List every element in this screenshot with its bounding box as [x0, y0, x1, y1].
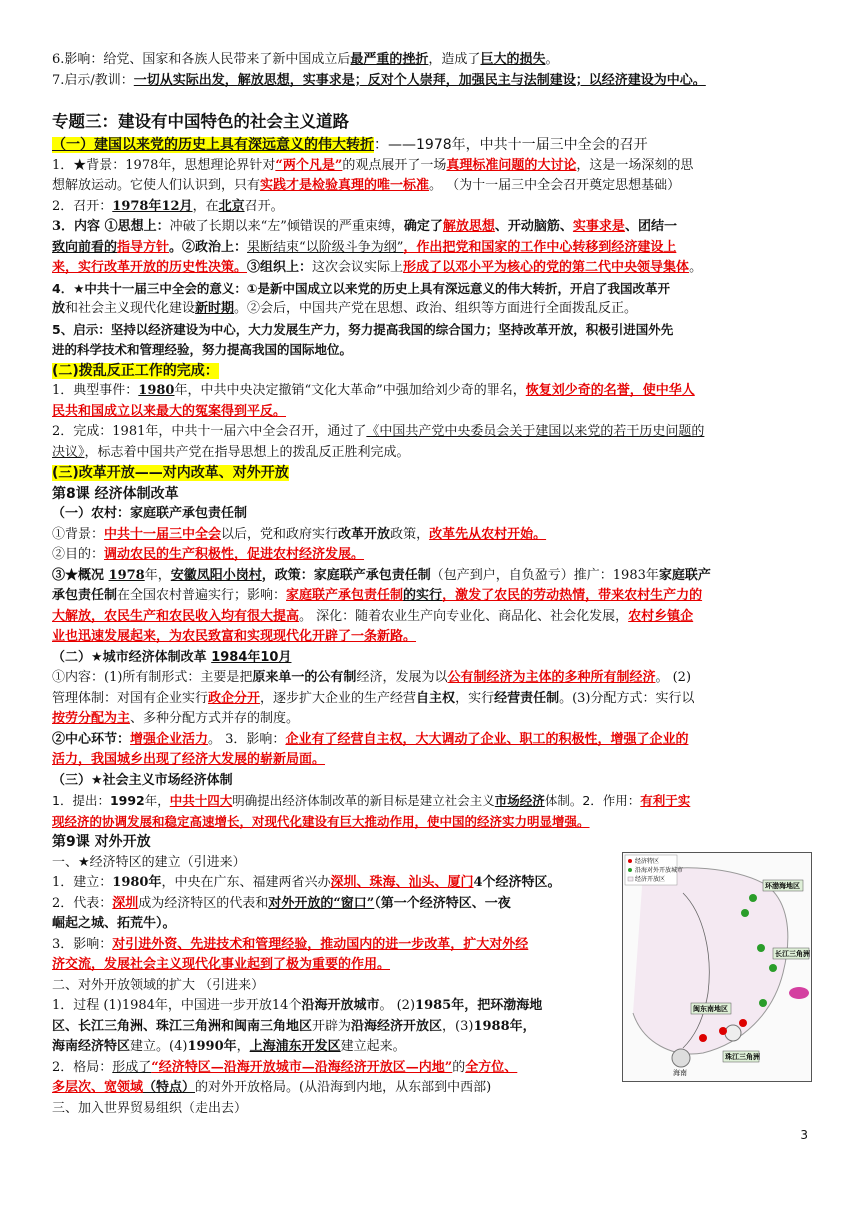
text-line: 3．内容 ①思想上：冲破了长期以来“左”倾错误的严重束缚，确定了解放思想、开动脑筋、实事求是、团结一 — [52, 219, 677, 234]
region-label: 长江三角洲 — [775, 950, 810, 958]
text-line: 7.启示/教训：一切从实际出发，解放思想，实事求是；反对个人崇拜，加强民主与法制建设；以经济建设为中心。 — [52, 72, 706, 88]
text-line: ③★概况 1978年，安徽凤阳小岗村，政策：家庭联产承包责任制（包产到户，自负盈亏）推广：1983年家庭联产 — [52, 567, 711, 583]
text-line: 崛起之城、拓荒牛）。 — [52, 916, 176, 931]
text-line: 活力，我国城乡出现了经济大发展的崭新局面。 — [52, 752, 326, 767]
legend-label: 经济开放区 — [635, 876, 666, 883]
region-label: 珠江三角洲 — [725, 1053, 760, 1061]
subheading: （二）★城市经济体制改革 1984年10月 — [52, 649, 292, 665]
section-title: 专题三：建设有中国特色的社会主义道路 — [52, 112, 349, 131]
subsection-heading: (三)改革开放——对内改革、对外开放 — [52, 465, 289, 481]
text-line: 进的科学技术和管理经验，努力提高我国的国际地位。 — [52, 342, 353, 357]
text-line: 2．完成：1981年，中共十一届六中全会召开，通过了《中国共产党中央委员会关于建国以来党的若干历史问题的 — [52, 424, 705, 439]
region-label: 环渤海地区 — [765, 882, 800, 890]
text-line: 1．典型事件：1980年，中共中央决定撤销“文化大革命”中强加给刘少奇的罪名，恢复刘少奇的名誉，使中华人 — [52, 383, 695, 398]
text-line: 1．建立：1980年，中央在广东、福建两省兴办深圳、珠海、汕头、厦门4个经济特区。 — [52, 875, 561, 890]
text-line: ②目的：调动农民的生产积极性，促进农村经济发展。 — [52, 547, 365, 562]
text-line: 5、启示：坚持以经济建设为中心，大力发展生产力，努力提高我国的综合国力；坚持改革开放，积极引进国外先 — [52, 321, 674, 337]
text-line: 2．召开：1978年12月，在北京召开。 — [52, 198, 284, 214]
text-line: 业也迅速发展起来，为农民致富和实现现代化开辟了一条新路。 — [52, 629, 417, 644]
text-line: 1．过程 (1)1984年，中国进一步开放14个沿海开放城市。 (2)1985年，把环渤海地 — [52, 998, 543, 1013]
subsection-heading: （一）建国以来党的历史上具有深远意义的伟大转折：——1978年，中共十一届三中全会的召开 — [52, 137, 648, 153]
text-line: 来，实行改革开放的历史性决策。③组织上：这次会议实际上形成了以邓小平为核心的党的第二代中央领导集体。 — [52, 260, 703, 275]
text-line: 6.影响：给党、国家和各族人民带来了新中国成立后最严重的挫折，造成了巨大的损失。 — [52, 52, 559, 67]
text-line: 2．代表：深圳成为经济特区的代表和对外开放的“窗口”（第一个经济特区、一夜 — [52, 895, 511, 911]
text-line: 管理体制：对国有企业实行政企分开，逐步扩大企业的生产经营自主权，实行经营责任制。(3)分配方式：实行以 — [52, 690, 695, 706]
region-label: 海南 — [673, 1069, 687, 1077]
region-label: 闽东南地区 — [693, 1005, 728, 1013]
opening-map — [622, 852, 812, 1082]
subheading: （一）农村：家庭联产承包责任制 — [52, 506, 248, 521]
china-coast-map-icon — [623, 853, 811, 1081]
text-line: 承包责任制在全国农村普遍实行；影响：家庭联产承包责任制的实行，激发了农民的劳动热情，带来农村生产力的 — [52, 588, 703, 603]
text-line: 区、长江三角洲、珠江三角洲和闽南三角地区开辟为沿海经济开放区，(3)1988年， — [52, 1018, 536, 1034]
subheading: 三、加入世界贸易组织（走出去） — [52, 1100, 248, 1116]
subheading: 二、对外开放领域的扩大 （引进来） — [52, 977, 265, 993]
lesson-heading: 第9课 对外开放 — [52, 834, 151, 850]
text-line: 致向前看的指导方针。②政治上：果断结束“以阶级斗争为纲”，作出把党和国家的工作中心转移到经济建设上 — [52, 239, 677, 255]
legend-label: 经济特区 — [635, 858, 660, 865]
text-line: 1．提出：1992年，中共十四大明确提出经济体制改革的新目标是建立社会主义市场经济体制。2．作用：有利于实 — [52, 793, 691, 808]
subheading: （三）★社会主义市场经济体制 — [52, 772, 233, 788]
text-line: ①背景：中共十一届三中全会以后，党和政府实行改革开放政策，改革先从农村开始。 — [52, 526, 547, 542]
page-number: 3 — [800, 1128, 808, 1142]
subheading: 一、★经济特区的建立（引进来） — [52, 854, 246, 870]
text-line: 按劳分配为主、多种分配方式并存的制度。 — [52, 711, 300, 726]
legend-label: 沿海对外开放城市 — [635, 867, 684, 874]
text-line: ①内容：(1)所有制形式：主要是把原来单一的公有制经济，发展为以公有制经济为主体的多种所有制经济。 (2) — [52, 670, 692, 685]
text-line: 想解放运动。它使人们认识到，只有实践才是检验真理的唯一标准。 （为十一届三中全会召开奠定思想基础） — [52, 178, 681, 193]
subsection-heading: (二)拨乱反正工作的完成： — [52, 362, 219, 379]
text-line: 济交流，发展社会主义现代化事业起到了极为重要的作用。 — [52, 957, 391, 972]
text-line: 放和社会主义现代化建设新时期。②会后，中国共产党在思想、政治、组织等方面进行全面拨乱反正。 — [52, 301, 638, 316]
text-line: 4．★中共十一届三中全会的意义：①是新中国成立以来党的历史上具有深远意义的伟大转折，开启了我国改革开 — [52, 280, 670, 296]
text-line: ②中心环节：增强企业活力。 3．影响：企业有了经营自主权，大大调动了企业、职工的积极性，增强了企业的 — [52, 731, 689, 747]
text-line: 多层次、宽领域（特点）的对外开放格局。(从沿海到内地，从东部到中西部) — [52, 1080, 492, 1095]
text-line: 2．格局：形成了“经济特区—沿海开放城市—沿海经济开放区—内地”的全方位、 — [52, 1059, 518, 1075]
text-line: 民共和国成立以来最大的冤案得到平反。 — [52, 403, 287, 419]
text-line: 现经济的协调发展和稳定高速增长，对现代化建设有巨大推动作用，使中国的经济实力明显增强。 — [52, 813, 590, 829]
text-line: 1．★背景：1978年，思想理论界针对“两个凡是”的观点展开了一场真理标准问题的大讨论，这是一场深刻的思 — [52, 157, 694, 173]
text-line: 决议》，标志着中国共产党在指导思想上的拨乱反正胜利完成。 — [52, 444, 410, 460]
text-line: 大解放，农民生产和农民收入均有很大提高。 深化：随着农业生产向专业化、商品化、社会化发展，农村乡镇企 — [52, 608, 694, 624]
text-line: 海南经济特区建立。(4)1990年，上海浦东开发区建立起来。 — [52, 1039, 406, 1054]
lesson-heading: 第8课 经济体制改革 — [52, 485, 179, 502]
text-line: 3．影响：对引进外资、先进技术和管理经验，推动国内的进一步改革，扩大对外经 — [52, 936, 529, 952]
